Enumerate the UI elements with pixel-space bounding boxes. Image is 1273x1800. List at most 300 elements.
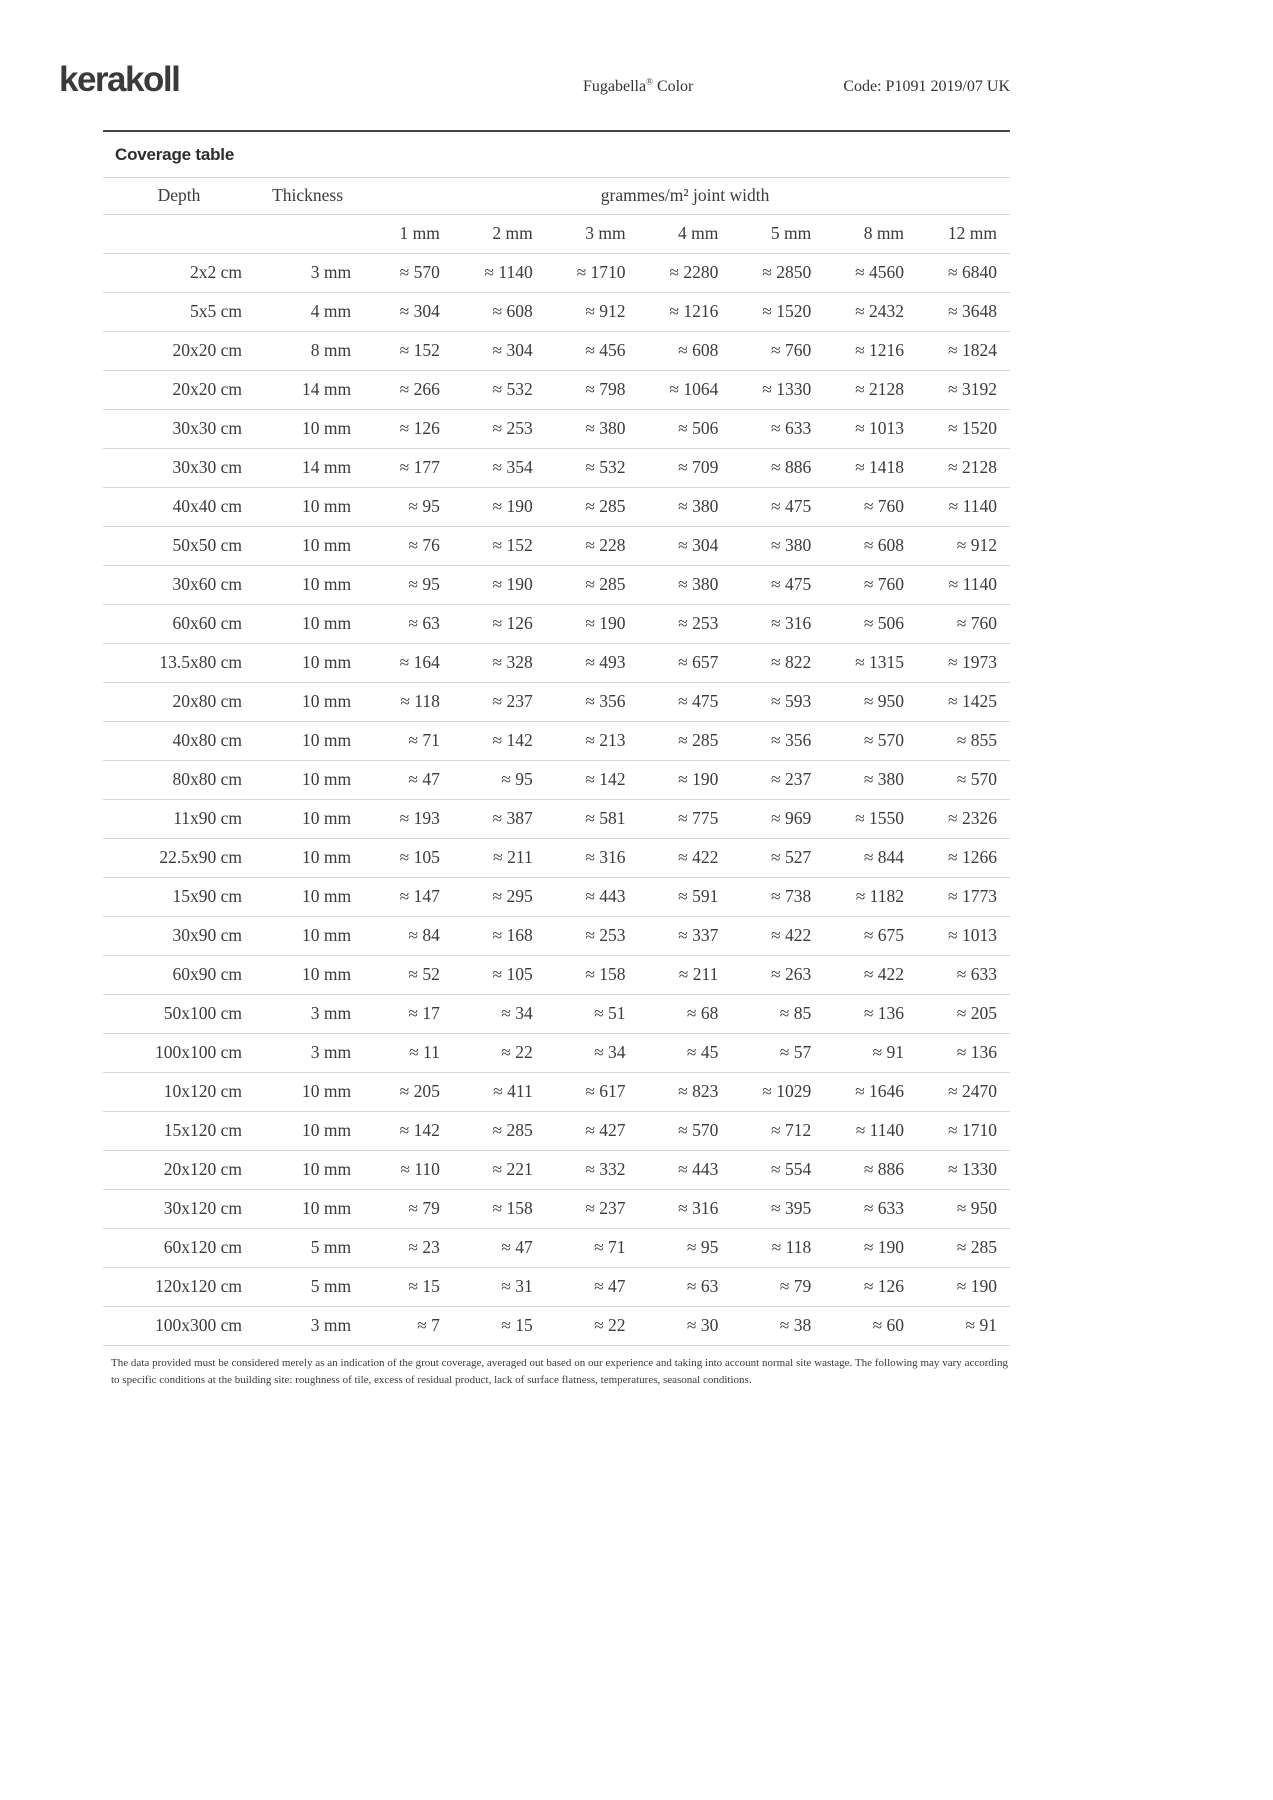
coverage-value-cell: ≈ 1824 xyxy=(948,340,997,360)
coverage-value-cell: ≈ 775 xyxy=(678,808,719,828)
coverage-value-cell: ≈ 912 xyxy=(956,535,997,555)
coverage-value-cell: ≈ 15 xyxy=(501,1315,533,1335)
coverage-value-cell: ≈ 76 xyxy=(408,535,440,555)
coverage-value-cell: ≈ 2850 xyxy=(762,262,812,282)
table-row xyxy=(103,721,1010,760)
coverage-value-cell: ≈ 593 xyxy=(770,691,812,711)
coverage-value-cell: ≈ 1520 xyxy=(762,301,812,321)
coverage-value-cell: ≈ 190 xyxy=(956,1276,997,1296)
coverage-value-cell: ≈ 295 xyxy=(492,886,533,906)
coverage-value-cell: ≈ 570 xyxy=(863,730,905,750)
coverage-value-cell: ≈ 1140 xyxy=(948,574,997,594)
depth-cell: 60x90 cm xyxy=(172,964,243,984)
product-name-text: Fugabella xyxy=(583,78,647,95)
coverage-value-cell: ≈ 1029 xyxy=(762,1081,812,1101)
coverage-value-cell: ≈ 91 xyxy=(872,1042,905,1062)
thickness-cell: 5 mm xyxy=(310,1237,352,1257)
coverage-value-cell: ≈ 23 xyxy=(408,1237,440,1257)
coverage-value-cell: ≈ 554 xyxy=(770,1159,812,1179)
coverage-value-cell: ≈ 581 xyxy=(585,808,626,828)
table-row xyxy=(103,877,1010,916)
table-header-row xyxy=(103,178,1010,214)
coverage-value-cell: ≈ 51 xyxy=(594,1003,626,1023)
column-group-header-joint-width: grammes/m² joint width xyxy=(360,178,1010,214)
coverage-value-cell: ≈ 475 xyxy=(678,691,719,711)
registered-mark: ® xyxy=(646,76,653,87)
thickness-cell: 3 mm xyxy=(310,262,352,282)
coverage-value-cell: ≈ 1140 xyxy=(484,262,533,282)
coverage-value-cell: ≈ 337 xyxy=(678,925,719,945)
coverage-value-cell: ≈ 422 xyxy=(678,847,719,867)
joint-width-header: 8 mm xyxy=(824,214,917,253)
coverage-value-cell: ≈ 22 xyxy=(594,1315,626,1335)
coverage-value-cell: ≈ 68 xyxy=(686,1003,719,1023)
coverage-value-cell: ≈ 1064 xyxy=(669,379,719,399)
coverage-value-cell: ≈ 30 xyxy=(686,1315,719,1335)
depth-cell: 10x120 cm xyxy=(163,1081,243,1101)
depth-cell: 80x80 cm xyxy=(172,769,243,789)
coverage-value-cell: ≈ 380 xyxy=(585,418,626,438)
depth-cell: 50x100 cm xyxy=(163,1003,243,1023)
thickness-cell: 10 mm xyxy=(301,1198,352,1218)
column-header-thickness: Thickness xyxy=(255,178,360,214)
empty-header-cell xyxy=(103,214,255,253)
thickness-cell: 10 mm xyxy=(301,691,352,711)
depth-cell: 50x50 cm xyxy=(172,535,243,555)
coverage-value-cell: ≈ 1266 xyxy=(948,847,997,867)
thickness-cell: 8 mm xyxy=(310,340,352,360)
coverage-value-cell: ≈ 158 xyxy=(585,964,626,984)
coverage-value-cell: ≈ 380 xyxy=(770,535,812,555)
coverage-value-cell: ≈ 570 xyxy=(956,769,997,789)
thickness-cell: 10 mm xyxy=(301,730,352,750)
coverage-value-cell: ≈ 506 xyxy=(678,418,719,438)
coverage-value-cell: ≈ 950 xyxy=(863,691,905,711)
coverage-value-cell: ≈ 15 xyxy=(408,1276,440,1296)
table-row xyxy=(103,253,1010,292)
coverage-value-cell: ≈ 1315 xyxy=(855,652,905,672)
coverage-value-cell: ≈ 608 xyxy=(863,535,905,555)
coverage-value-cell: ≈ 190 xyxy=(492,574,533,594)
coverage-value-cell: ≈ 1520 xyxy=(948,418,997,438)
table-row xyxy=(103,409,1010,448)
coverage-value-cell: ≈ 1182 xyxy=(855,886,905,906)
coverage-value-cell: ≈ 11 xyxy=(409,1042,440,1062)
coverage-value-cell: ≈ 285 xyxy=(956,1237,997,1257)
table-row xyxy=(103,916,1010,955)
coverage-value-cell: ≈ 152 xyxy=(492,535,533,555)
table-row xyxy=(103,643,1010,682)
table-row xyxy=(103,604,1010,643)
depth-cell: 5x5 cm xyxy=(190,301,243,321)
depth-cell: 30x30 cm xyxy=(172,418,243,438)
coverage-value-cell: ≈ 57 xyxy=(779,1042,812,1062)
coverage-value-cell: ≈ 266 xyxy=(399,379,440,399)
table-row xyxy=(103,370,1010,409)
coverage-value-cell: ≈ 118 xyxy=(771,1237,812,1257)
coverage-value-cell: ≈ 31 xyxy=(501,1276,533,1296)
table-row xyxy=(103,994,1010,1033)
thickness-cell: 5 mm xyxy=(310,1276,352,1296)
coverage-value-cell: ≈ 475 xyxy=(770,574,812,594)
coverage-value-cell: ≈ 532 xyxy=(585,457,626,477)
coverage-value-cell: ≈ 633 xyxy=(770,418,812,438)
coverage-table xyxy=(103,178,1010,1346)
coverage-value-cell: ≈ 211 xyxy=(678,964,719,984)
coverage-value-cell: ≈ 71 xyxy=(594,1237,626,1257)
coverage-value-cell: ≈ 456 xyxy=(585,340,626,360)
coverage-value-cell: ≈ 253 xyxy=(585,925,626,945)
thickness-cell: 10 mm xyxy=(301,808,352,828)
coverage-value-cell: ≈ 422 xyxy=(863,964,905,984)
coverage-value-cell: ≈ 1013 xyxy=(855,418,905,438)
product-name-suffix: Color xyxy=(652,78,694,95)
coverage-value-cell: ≈ 253 xyxy=(678,613,719,633)
coverage-value-cell: ≈ 675 xyxy=(863,925,905,945)
coverage-value-cell: ≈ 126 xyxy=(863,1276,905,1296)
thickness-cell: 10 mm xyxy=(301,1159,352,1179)
thickness-cell: 10 mm xyxy=(301,925,352,945)
thickness-cell: 10 mm xyxy=(301,496,352,516)
depth-cell: 100x300 cm xyxy=(155,1315,243,1335)
coverage-value-cell: ≈ 228 xyxy=(585,535,626,555)
thickness-cell: 10 mm xyxy=(301,847,352,867)
table-row xyxy=(103,838,1010,877)
coverage-value-cell: ≈ 760 xyxy=(956,613,997,633)
coverage-value-cell: ≈ 738 xyxy=(770,886,812,906)
coverage-value-cell: ≈ 855 xyxy=(956,730,997,750)
coverage-value-cell: ≈ 118 xyxy=(400,691,440,711)
coverage-value-cell: ≈ 633 xyxy=(863,1198,905,1218)
coverage-value-cell: ≈ 60 xyxy=(872,1315,905,1335)
coverage-value-cell: ≈ 136 xyxy=(956,1042,997,1062)
table-row xyxy=(103,1267,1010,1306)
kerakoll-logo: kerakoll xyxy=(59,60,180,99)
coverage-value-cell: ≈ 304 xyxy=(492,340,533,360)
coverage-value-cell: ≈ 886 xyxy=(770,457,812,477)
coverage-value-cell: ≈ 422 xyxy=(770,925,812,945)
coverage-value-cell: ≈ 95 xyxy=(686,1237,719,1257)
coverage-value-cell: ≈ 760 xyxy=(863,574,905,594)
column-header-depth: Depth xyxy=(103,178,255,214)
thickness-cell: 14 mm xyxy=(301,457,352,477)
coverage-value-cell: ≈ 912 xyxy=(585,301,626,321)
coverage-value-cell: ≈ 712 xyxy=(770,1120,812,1140)
coverage-value-cell: ≈ 205 xyxy=(956,1003,997,1023)
section-title-row xyxy=(103,132,1010,178)
depth-cell: 20x20 cm xyxy=(172,379,243,399)
coverage-value-cell: ≈ 4560 xyxy=(855,262,905,282)
coverage-value-cell: ≈ 6840 xyxy=(948,262,997,282)
depth-cell: 30x30 cm xyxy=(172,457,243,477)
depth-cell: 60x120 cm xyxy=(163,1237,243,1257)
coverage-value-cell: ≈ 95 xyxy=(408,496,440,516)
coverage-value-cell: ≈ 105 xyxy=(399,847,440,867)
coverage-section xyxy=(103,130,1010,1389)
joint-width-header: 5 mm xyxy=(731,214,824,253)
coverage-value-cell: ≈ 47 xyxy=(501,1237,533,1257)
coverage-value-cell: ≈ 85 xyxy=(779,1003,812,1023)
coverage-value-cell: ≈ 177 xyxy=(399,457,440,477)
thickness-cell: 10 mm xyxy=(301,535,352,555)
thickness-cell: 10 mm xyxy=(301,769,352,789)
depth-cell: 13.5x80 cm xyxy=(159,652,243,672)
coverage-value-cell: ≈ 354 xyxy=(492,457,533,477)
coverage-value-cell: ≈ 7 xyxy=(417,1315,440,1335)
coverage-value-cell: ≈ 142 xyxy=(492,730,533,750)
coverage-value-cell: ≈ 95 xyxy=(501,769,533,789)
coverage-value-cell: ≈ 356 xyxy=(770,730,812,750)
coverage-value-cell: ≈ 205 xyxy=(399,1081,440,1101)
coverage-value-cell: ≈ 126 xyxy=(399,418,440,438)
coverage-value-cell: ≈ 211 xyxy=(493,847,533,867)
coverage-value-cell: ≈ 164 xyxy=(399,652,440,672)
coverage-value-cell: ≈ 263 xyxy=(770,964,812,984)
thickness-cell: 4 mm xyxy=(310,301,352,321)
product-name xyxy=(583,78,693,96)
coverage-value-cell: ≈ 1216 xyxy=(855,340,905,360)
coverage-value-cell: ≈ 1425 xyxy=(948,691,997,711)
depth-cell: 20x120 cm xyxy=(163,1159,243,1179)
coverage-value-cell: ≈ 285 xyxy=(492,1120,533,1140)
thickness-cell: 10 mm xyxy=(301,418,352,438)
depth-cell: 11x90 cm xyxy=(173,808,243,828)
thickness-cell: 10 mm xyxy=(301,964,352,984)
coverage-value-cell: ≈ 71 xyxy=(408,730,440,750)
coverage-value-cell: ≈ 237 xyxy=(770,769,812,789)
coverage-value-cell: ≈ 387 xyxy=(492,808,533,828)
coverage-value-cell: ≈ 760 xyxy=(770,340,812,360)
coverage-value-cell: ≈ 1330 xyxy=(948,1159,997,1179)
table-row xyxy=(103,1228,1010,1267)
thickness-cell: 3 mm xyxy=(310,1042,352,1062)
coverage-value-cell: ≈ 1013 xyxy=(948,925,997,945)
coverage-value-cell: ≈ 304 xyxy=(678,535,719,555)
coverage-value-cell: ≈ 1140 xyxy=(948,496,997,516)
thickness-cell: 10 mm xyxy=(301,1081,352,1101)
coverage-value-cell: ≈ 3648 xyxy=(948,301,997,321)
table-row xyxy=(103,1033,1010,1072)
coverage-value-cell: ≈ 380 xyxy=(678,574,719,594)
table-row xyxy=(103,955,1010,994)
page-title: Coverage table xyxy=(115,144,235,164)
thickness-cell: 14 mm xyxy=(301,379,352,399)
coverage-value-cell: ≈ 591 xyxy=(678,886,719,906)
coverage-value-cell: ≈ 213 xyxy=(585,730,626,750)
depth-cell: 20x80 cm xyxy=(172,691,243,711)
coverage-value-cell: ≈ 193 xyxy=(399,808,440,828)
depth-cell: 22.5x90 cm xyxy=(159,847,243,867)
coverage-value-cell: ≈ 2128 xyxy=(948,457,997,477)
coverage-value-cell: ≈ 34 xyxy=(501,1003,533,1023)
coverage-value-cell: ≈ 63 xyxy=(408,613,440,633)
coverage-value-cell: ≈ 105 xyxy=(492,964,533,984)
coverage-value-cell: ≈ 493 xyxy=(585,652,626,672)
coverage-value-cell: ≈ 168 xyxy=(492,925,533,945)
coverage-value-cell: ≈ 380 xyxy=(678,496,719,516)
joint-width-header: 1 mm xyxy=(360,214,453,253)
coverage-value-cell: ≈ 443 xyxy=(585,886,626,906)
thickness-cell: 10 mm xyxy=(301,1120,352,1140)
coverage-value-cell: ≈ 79 xyxy=(408,1198,440,1218)
thickness-cell: 10 mm xyxy=(301,652,352,672)
depth-cell: 40x40 cm xyxy=(172,496,243,516)
coverage-value-cell: ≈ 395 xyxy=(770,1198,812,1218)
depth-cell: 60x60 cm xyxy=(172,613,243,633)
thickness-cell: 10 mm xyxy=(301,574,352,594)
table-row xyxy=(103,331,1010,370)
coverage-value-cell: ≈ 285 xyxy=(585,496,626,516)
coverage-value-cell: ≈ 190 xyxy=(678,769,719,789)
coverage-value-cell: ≈ 79 xyxy=(779,1276,812,1296)
coverage-value-cell: ≈ 136 xyxy=(863,1003,905,1023)
coverage-value-cell: ≈ 45 xyxy=(686,1042,719,1062)
coverage-value-cell: ≈ 332 xyxy=(585,1159,626,1179)
document-code: Code: P1091 2019/07 UK xyxy=(843,78,1010,95)
coverage-value-cell: ≈ 22 xyxy=(501,1042,533,1062)
coverage-value-cell: ≈ 328 xyxy=(492,652,533,672)
coverage-value-cell: ≈ 190 xyxy=(863,1237,905,1257)
coverage-value-cell: ≈ 2326 xyxy=(948,808,997,828)
coverage-value-cell: ≈ 152 xyxy=(399,340,440,360)
table-row xyxy=(103,1306,1010,1345)
coverage-value-cell: ≈ 1646 xyxy=(855,1081,905,1101)
coverage-value-cell: ≈ 2470 xyxy=(948,1081,997,1101)
coverage-value-cell: ≈ 38 xyxy=(779,1315,812,1335)
coverage-value-cell: ≈ 316 xyxy=(678,1198,719,1218)
coverage-value-cell: ≈ 47 xyxy=(594,1276,626,1296)
coverage-value-cell: ≈ 2432 xyxy=(855,301,905,321)
coverage-value-cell: ≈ 285 xyxy=(678,730,719,750)
coverage-value-cell: ≈ 34 xyxy=(594,1042,626,1062)
coverage-value-cell: ≈ 709 xyxy=(678,457,719,477)
depth-cell: 30x60 cm xyxy=(172,574,243,594)
joint-width-header: 2 mm xyxy=(453,214,546,253)
coverage-value-cell: ≈ 950 xyxy=(956,1198,997,1218)
joint-width-header: 12 mm xyxy=(917,214,1010,253)
depth-cell: 2x2 cm xyxy=(190,262,243,282)
table-row xyxy=(103,526,1010,565)
joint-width-header-row xyxy=(103,214,1010,253)
coverage-value-cell: ≈ 91 xyxy=(965,1315,997,1335)
coverage-value-cell: ≈ 798 xyxy=(585,379,626,399)
coverage-value-cell: ≈ 95 xyxy=(408,574,440,594)
coverage-value-cell: ≈ 969 xyxy=(770,808,812,828)
coverage-value-cell: ≈ 608 xyxy=(492,301,533,321)
table-row xyxy=(103,292,1010,331)
thickness-cell: 3 mm xyxy=(310,1315,352,1335)
table-row xyxy=(103,1189,1010,1228)
coverage-value-cell: ≈ 17 xyxy=(408,1003,440,1023)
coverage-value-cell: ≈ 190 xyxy=(492,496,533,516)
coverage-value-cell: ≈ 316 xyxy=(770,613,812,633)
coverage-value-cell: ≈ 1418 xyxy=(855,457,905,477)
coverage-value-cell: ≈ 443 xyxy=(678,1159,719,1179)
coverage-value-cell: ≈ 617 xyxy=(585,1081,626,1101)
coverage-value-cell: ≈ 147 xyxy=(399,886,440,906)
table-row xyxy=(103,448,1010,487)
depth-cell: 100x100 cm xyxy=(155,1042,243,1062)
coverage-value-cell: ≈ 1330 xyxy=(762,379,812,399)
coverage-value-cell: ≈ 633 xyxy=(956,964,997,984)
coverage-value-cell: ≈ 63 xyxy=(686,1276,719,1296)
joint-width-header: 4 mm xyxy=(639,214,732,253)
depth-cell: 30x90 cm xyxy=(172,925,243,945)
coverage-value-cell: ≈ 158 xyxy=(492,1198,533,1218)
depth-cell: 120x120 cm xyxy=(155,1276,243,1296)
joint-width-header: 3 mm xyxy=(546,214,639,253)
coverage-value-cell: ≈ 760 xyxy=(863,496,905,516)
coverage-value-cell: ≈ 142 xyxy=(585,769,626,789)
depth-cell: 15x120 cm xyxy=(163,1120,243,1140)
coverage-value-cell: ≈ 285 xyxy=(585,574,626,594)
table-row xyxy=(103,1111,1010,1150)
coverage-value-cell: ≈ 822 xyxy=(770,652,812,672)
coverage-value-cell: ≈ 237 xyxy=(492,691,533,711)
coverage-value-cell: ≈ 237 xyxy=(585,1198,626,1218)
coverage-value-cell: ≈ 823 xyxy=(678,1081,719,1101)
coverage-value-cell: ≈ 527 xyxy=(770,847,812,867)
thickness-cell: 3 mm xyxy=(310,1003,352,1023)
depth-cell: 30x120 cm xyxy=(163,1198,243,1218)
footnote: The data provided must be considered merely as an indication of the grout coverage, averaged out based on our experience and taking into account normal site wastage. The following may vary according to specific conditions at the building site: roughness of tile, excess of residual product, lack of surface flatness, temperatures, seasonal conditions. xyxy=(111,1356,1008,1386)
table-row xyxy=(103,760,1010,799)
coverage-value-cell: ≈ 427 xyxy=(585,1120,626,1140)
coverage-value-cell: ≈ 1710 xyxy=(576,262,626,282)
coverage-value-cell: ≈ 570 xyxy=(678,1120,719,1140)
coverage-value-cell: ≈ 356 xyxy=(585,691,626,711)
coverage-value-cell: ≈ 570 xyxy=(399,262,440,282)
coverage-value-cell: ≈ 2280 xyxy=(669,262,719,282)
coverage-value-cell: ≈ 608 xyxy=(678,340,719,360)
coverage-value-cell: ≈ 844 xyxy=(863,847,905,867)
coverage-value-cell: ≈ 411 xyxy=(493,1081,533,1101)
coverage-value-cell: ≈ 1773 xyxy=(948,886,997,906)
coverage-value-cell: ≈ 253 xyxy=(492,418,533,438)
coverage-value-cell: ≈ 1550 xyxy=(855,808,905,828)
depth-cell: 40x80 cm xyxy=(172,730,243,750)
depth-cell: 15x90 cm xyxy=(172,886,243,906)
table-row xyxy=(103,1072,1010,1111)
coverage-value-cell: ≈ 221 xyxy=(492,1159,533,1179)
coverage-value-cell: ≈ 316 xyxy=(585,847,626,867)
coverage-value-cell: ≈ 657 xyxy=(678,652,719,672)
coverage-value-cell: ≈ 2128 xyxy=(855,379,905,399)
coverage-value-cell: ≈ 304 xyxy=(399,301,440,321)
coverage-value-cell: ≈ 506 xyxy=(863,613,905,633)
coverage-value-cell: ≈ 47 xyxy=(408,769,440,789)
coverage-value-cell: ≈ 1973 xyxy=(948,652,997,672)
coverage-value-cell: ≈ 52 xyxy=(408,964,440,984)
coverage-value-cell: ≈ 84 xyxy=(408,925,440,945)
table-row xyxy=(103,565,1010,604)
coverage-value-cell: ≈ 1140 xyxy=(855,1120,905,1140)
thickness-cell: 10 mm xyxy=(301,886,352,906)
thickness-cell: 10 mm xyxy=(301,613,352,633)
table-row xyxy=(103,1150,1010,1189)
coverage-value-cell: ≈ 110 xyxy=(400,1159,440,1179)
coverage-value-cell: ≈ 886 xyxy=(863,1159,905,1179)
table-row xyxy=(103,682,1010,721)
coverage-value-cell: ≈ 3192 xyxy=(948,379,997,399)
coverage-value-cell: ≈ 126 xyxy=(492,613,533,633)
coverage-value-cell: ≈ 190 xyxy=(585,613,626,633)
table-row xyxy=(103,799,1010,838)
coverage-value-cell: ≈ 1710 xyxy=(948,1120,997,1140)
table-row xyxy=(103,487,1010,526)
coverage-value-cell: ≈ 380 xyxy=(863,769,905,789)
depth-cell: 20x20 cm xyxy=(172,340,243,360)
